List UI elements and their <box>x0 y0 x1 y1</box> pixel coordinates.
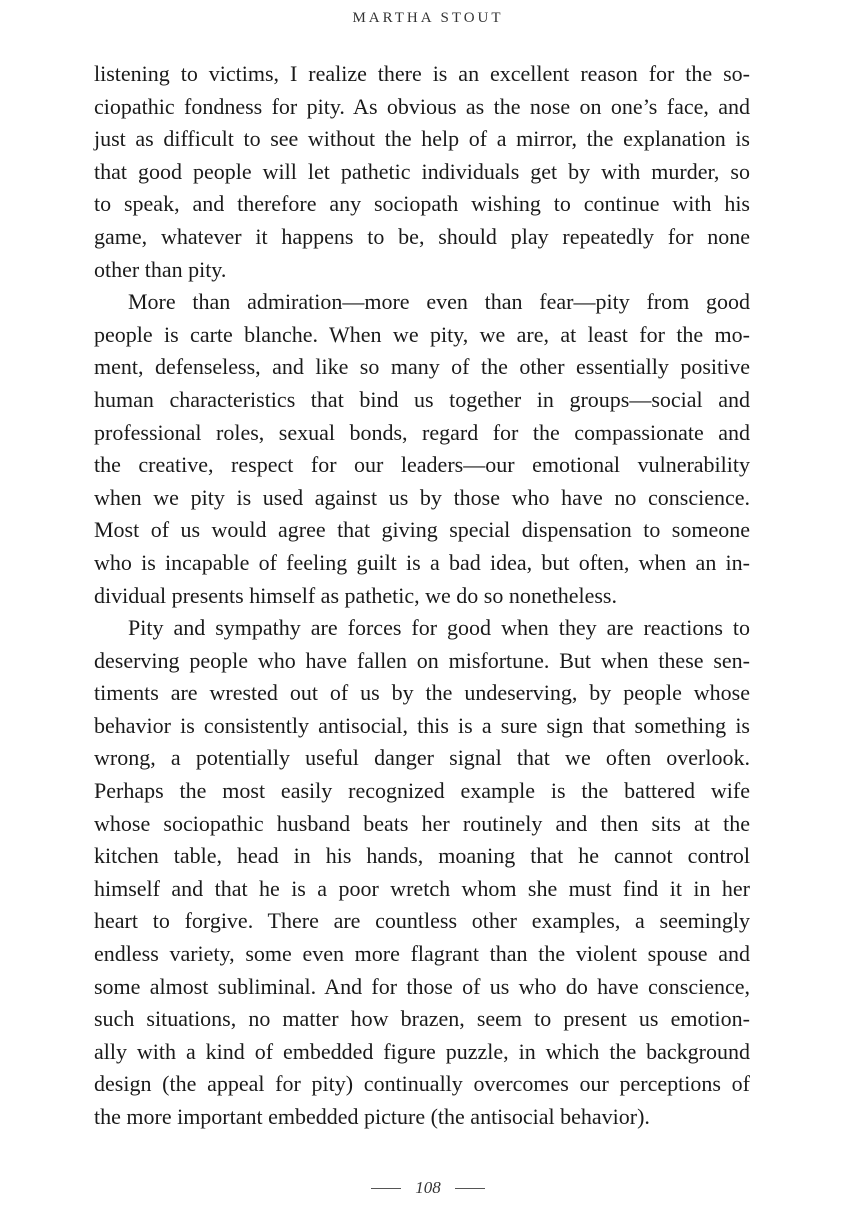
text-line: such situations, no matter how brazen, seem to present us emotion- <box>94 1006 750 1032</box>
text-line: heart to forgive. There are countless other examples, a seemingly <box>94 908 750 934</box>
text-line: design (the appeal for pity) continually overcomes our perceptions of <box>94 1071 750 1097</box>
text-line: endless variety, some even more flagrant than the violent spouse and <box>94 941 750 967</box>
page-footer <box>0 1176 856 1200</box>
text-line: himself and that he is a poor wretch whom she must find it in her <box>94 875 750 901</box>
text-line: that good people will let pathetic individuals get by with murder, so <box>94 158 750 184</box>
text-line: wrong, a potentially useful danger signal that we often overlook. <box>94 745 750 771</box>
text-line: other than pity. <box>94 256 227 282</box>
text-line: professional roles, sexual bonds, regard for the compassionate and <box>94 419 750 445</box>
text-line: ally with a kind of embedded figure puzzle, in which the background <box>94 1038 750 1064</box>
running-head: MARTHA STOUT <box>352 10 504 26</box>
paragraph-2 <box>94 286 750 612</box>
text-line: game, whatever it happens to be, should play repeatedly for none <box>94 223 750 249</box>
folio-rule-left <box>371 1188 401 1189</box>
paragraph-3 <box>94 612 750 1134</box>
text-line: listening to victims, I realize there is an excellent reason for the so- <box>94 61 750 86</box>
text-line: timents are wrested out of us by the undeserving, by people whose <box>94 680 750 706</box>
text-line: the more important embedded picture (the antisocial behavior). <box>94 1104 650 1129</box>
page-number: 108 <box>415 1178 441 1197</box>
text-line: when we pity is used against us by those who have no conscience. <box>94 484 750 510</box>
text-line: Most of us would agree that giving special dispensation to someone <box>94 517 750 543</box>
paragraph-1 <box>94 58 750 286</box>
text-line: people is carte blanche. When we pity, we are, at least for the mo- <box>94 321 750 347</box>
text-line: just as difficult to see without the help of a mirror, the explanation is <box>94 126 750 152</box>
text-line: ment, defenseless, and like so many of the other essentially positive <box>94 354 750 380</box>
text-line: Perhaps the most easily recognized example is the battered wife <box>94 778 750 804</box>
text-line: deserving people who have fallen on misfortune. But when these sen- <box>94 647 750 673</box>
text-line: some almost subliminal. And for those of us who do have conscience, <box>94 973 750 999</box>
text-line: to speak, and therefore any sociopath wishing to continue with his <box>94 191 750 217</box>
text-line: dividual presents himself as pathetic, we do so nonetheless. <box>94 582 617 608</box>
text-line: Pity and sympathy are forces for good when they are reactions to <box>128 615 750 641</box>
text-line: whose sociopathic husband beats her routinely and then sits at the <box>94 810 750 836</box>
text-line: the creative, respect for our leaders—our emotional vulnerability <box>94 452 750 478</box>
text-line: ciopathic fondness for pity. As obvious as the nose on one’s face, and <box>94 93 750 119</box>
folio-rule-right <box>455 1188 485 1189</box>
text-line: kitchen table, head in his hands, moaning that he cannot control <box>94 843 750 869</box>
text-line: More than admiration—more even than fear—pity from good <box>128 289 750 315</box>
text-line: behavior is consistently antisocial, this is a sure sign that something is <box>94 712 750 738</box>
body-text <box>94 58 750 1134</box>
text-line: human characteristics that bind us together in groups—social and <box>94 386 750 412</box>
text-line: who is incapable of feeling guilt is a bad idea, but often, when an in- <box>94 549 750 575</box>
